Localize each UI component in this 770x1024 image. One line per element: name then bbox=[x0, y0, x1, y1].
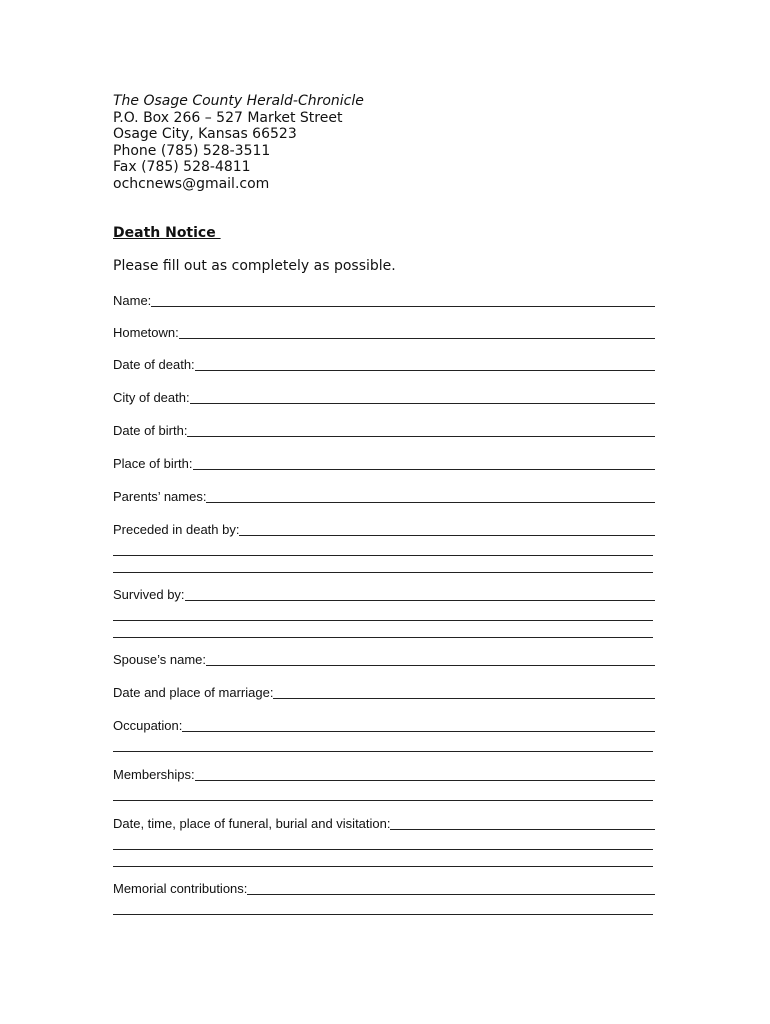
field-city-of-death bbox=[113, 390, 655, 406]
field-date-place-marriage bbox=[113, 685, 655, 701]
field-label: Memorial contributions: bbox=[113, 881, 248, 896]
survived-by-blank[interactable] bbox=[185, 600, 655, 601]
field-label: Date of birth: bbox=[113, 423, 188, 438]
email-address: ochcnews@gmail.com bbox=[113, 175, 270, 192]
field-funeral-details bbox=[113, 816, 655, 867]
city-state-zip: Osage City, Kansas 66523 bbox=[113, 126, 297, 143]
parents-names-blank[interactable] bbox=[206, 502, 655, 503]
form-title: Death Notice bbox=[113, 225, 221, 241]
field-label: Date of death: bbox=[113, 357, 195, 372]
field-occupation bbox=[113, 718, 655, 752]
field-label: Place of birth: bbox=[113, 456, 193, 471]
field-parents-names bbox=[113, 489, 655, 505]
name-blank[interactable] bbox=[151, 306, 655, 307]
survived-by-blank-2[interactable] bbox=[113, 603, 653, 621]
field-label: Hometown: bbox=[113, 325, 179, 340]
field-label: Survived by: bbox=[113, 587, 185, 602]
field-label: Name: bbox=[113, 293, 152, 308]
field-hometown bbox=[113, 325, 655, 341]
city-of-death-blank[interactable] bbox=[190, 403, 655, 404]
preceded-in-death-blank[interactable] bbox=[239, 535, 655, 536]
field-label: Parents’ names: bbox=[113, 489, 207, 504]
date-place-marriage-blank[interactable] bbox=[273, 698, 655, 699]
hometown-blank[interactable] bbox=[179, 338, 655, 339]
field-survived-by bbox=[113, 587, 655, 638]
date-of-death-blank[interactable] bbox=[195, 370, 655, 371]
field-label: Date and place of marriage: bbox=[113, 685, 274, 700]
form-instructions: Please fill out as completely as possible. bbox=[113, 258, 396, 274]
field-spouses-name bbox=[113, 652, 655, 668]
preceded-in-death-blank-3[interactable] bbox=[113, 556, 653, 574]
field-label: Occupation: bbox=[113, 718, 183, 733]
spouses-name-blank[interactable] bbox=[206, 665, 655, 666]
field-label: Spouse’s name: bbox=[113, 652, 206, 667]
survived-by-blank-3[interactable] bbox=[113, 621, 653, 639]
mailing-address: P.O. Box 266 – 527 Market Street bbox=[113, 109, 343, 126]
preceded-in-death-blank-2[interactable] bbox=[113, 538, 653, 556]
field-date-of-birth bbox=[113, 423, 655, 439]
phone-number: Phone (785) 528-3511 bbox=[113, 142, 271, 159]
field-name bbox=[113, 293, 655, 309]
field-memberships bbox=[113, 767, 655, 801]
funeral-details-blank-3[interactable] bbox=[113, 850, 653, 868]
field-place-of-birth bbox=[113, 456, 655, 472]
fax-number: Fax (785) 528-4811 bbox=[113, 159, 251, 176]
memorial-contributions-blank-2[interactable] bbox=[113, 897, 653, 915]
publisher-info bbox=[113, 93, 364, 193]
field-label: Date, time, place of funeral, burial and visitation: bbox=[113, 816, 391, 831]
occupation-blank-2[interactable] bbox=[113, 734, 653, 752]
field-date-of-death bbox=[113, 357, 655, 373]
field-label: City of death: bbox=[113, 390, 190, 405]
field-label: Preceded in death by: bbox=[113, 522, 240, 537]
field-label: Memberships: bbox=[113, 767, 195, 782]
publication-name: The Osage County Herald-Chronicle bbox=[113, 93, 364, 109]
field-preceded-in-death bbox=[113, 522, 655, 573]
memberships-blank[interactable] bbox=[195, 780, 655, 781]
memberships-blank-2[interactable] bbox=[113, 783, 653, 801]
field-memorial-contributions bbox=[113, 881, 655, 915]
date-of-birth-blank[interactable] bbox=[187, 436, 655, 437]
funeral-details-blank-2[interactable] bbox=[113, 832, 653, 850]
memorial-contributions-blank[interactable] bbox=[247, 894, 655, 895]
place-of-birth-blank[interactable] bbox=[193, 469, 656, 470]
funeral-details-blank[interactable] bbox=[390, 829, 655, 830]
occupation-blank[interactable] bbox=[182, 731, 655, 732]
